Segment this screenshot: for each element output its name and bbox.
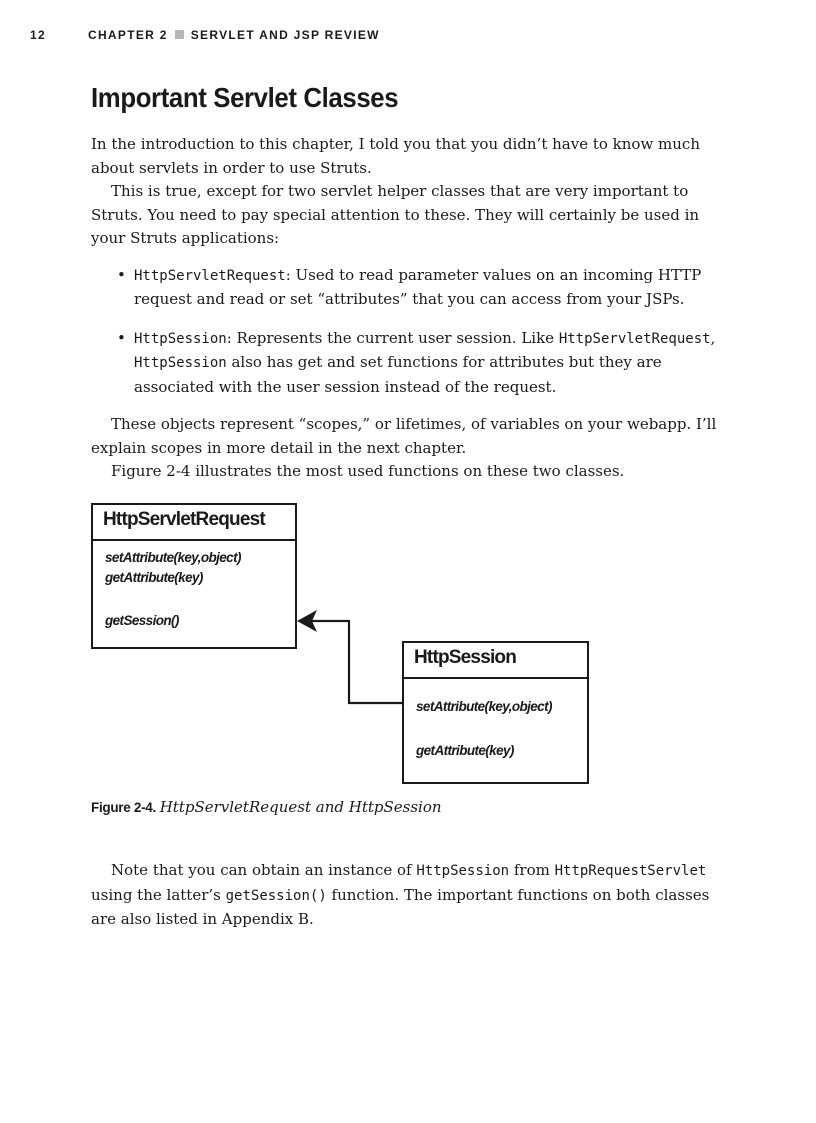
running-head: [30, 28, 380, 42]
text-run: Note that you can obtain an instance of: [111, 861, 417, 879]
code-getsession: getSession(): [225, 887, 327, 904]
body-text-top: [91, 133, 731, 484]
code-httpservletrequest: HttpServletRequest: [558, 330, 711, 347]
bullet-list: [91, 264, 731, 400]
text-run: from: [509, 861, 555, 879]
separator-square-icon: [175, 30, 184, 39]
figure-label: Figure 2-4.: [91, 800, 156, 815]
code-httpservletrequest: HttpServletRequest: [134, 267, 286, 284]
body-text-bottom: [91, 859, 731, 932]
figure-caption: [91, 798, 442, 817]
uml-diagram: [91, 503, 611, 788]
paragraph-getsession-note: [91, 859, 731, 932]
bullet-text: : Represents the current user session. Like: [226, 328, 559, 347]
bullet-text: also has get and set functions for attributes but they are associated with the user session instead of the request.: [134, 353, 662, 396]
chapter-title: SERVLET AND JSP REVIEW: [190, 28, 380, 42]
bullet-icon: •: [117, 328, 126, 347]
code-httprequestservlet: HttpRequestServlet: [554, 863, 707, 879]
list-item: [91, 264, 731, 312]
bullet-icon: •: [117, 265, 126, 284]
method-setattribute: setAttribute(key,object): [416, 699, 552, 714]
figure-caption-text: HttpServletRequest and HttpSession: [159, 798, 442, 816]
text-run: function. The important functions on both classes are also listed in Appendix B.: [91, 885, 710, 928]
class-name: HttpSession: [404, 643, 587, 679]
paragraph-helper-classes: This is true, except for two servlet helper classes that are very important to Struts. You need to pay special attention to these. They will certainly be used in your Struts applications:: [91, 182, 700, 247]
class-box-httpsession: [402, 641, 589, 784]
page-number: 12: [30, 28, 46, 42]
method-setattribute: setAttribute(key,object): [105, 550, 241, 565]
code-httpsession: HttpSession: [134, 330, 227, 347]
code-httpsession: HttpSession: [134, 355, 227, 371]
paragraph-figure-ref: Figure 2-4 illustrates the most used functions on these two classes.: [111, 462, 625, 480]
code-httpsession: HttpSession: [416, 863, 510, 879]
bullet-text: : Used to read parameter values on an incoming HTTP request and read or set “attributes” that you can access from your JSPs.: [134, 265, 702, 308]
section-title: Important Servlet Classes: [91, 82, 399, 113]
class-name: HttpServletRequest: [93, 505, 295, 541]
paragraph-scopes: These objects represent “scopes,” or lifetimes, of variables on your webapp. I’ll explain scopes in more detail in the next chapter.: [91, 415, 717, 457]
chapter-label: CHAPTER 2: [88, 28, 168, 42]
list-item: [91, 327, 731, 400]
class-box-httpservletrequest: [91, 503, 297, 649]
method-getattribute: getAttribute(key): [105, 570, 203, 585]
bullet-text: ,: [710, 328, 716, 347]
method-getsession: getSession(): [105, 613, 179, 628]
text-run: using the latter’s: [91, 885, 226, 904]
paragraph-intro: In the introduction to this chapter, I told you that you didn’t have to know much about servlets in order to use Struts.: [91, 135, 700, 177]
method-getattribute: getAttribute(key): [416, 743, 514, 758]
